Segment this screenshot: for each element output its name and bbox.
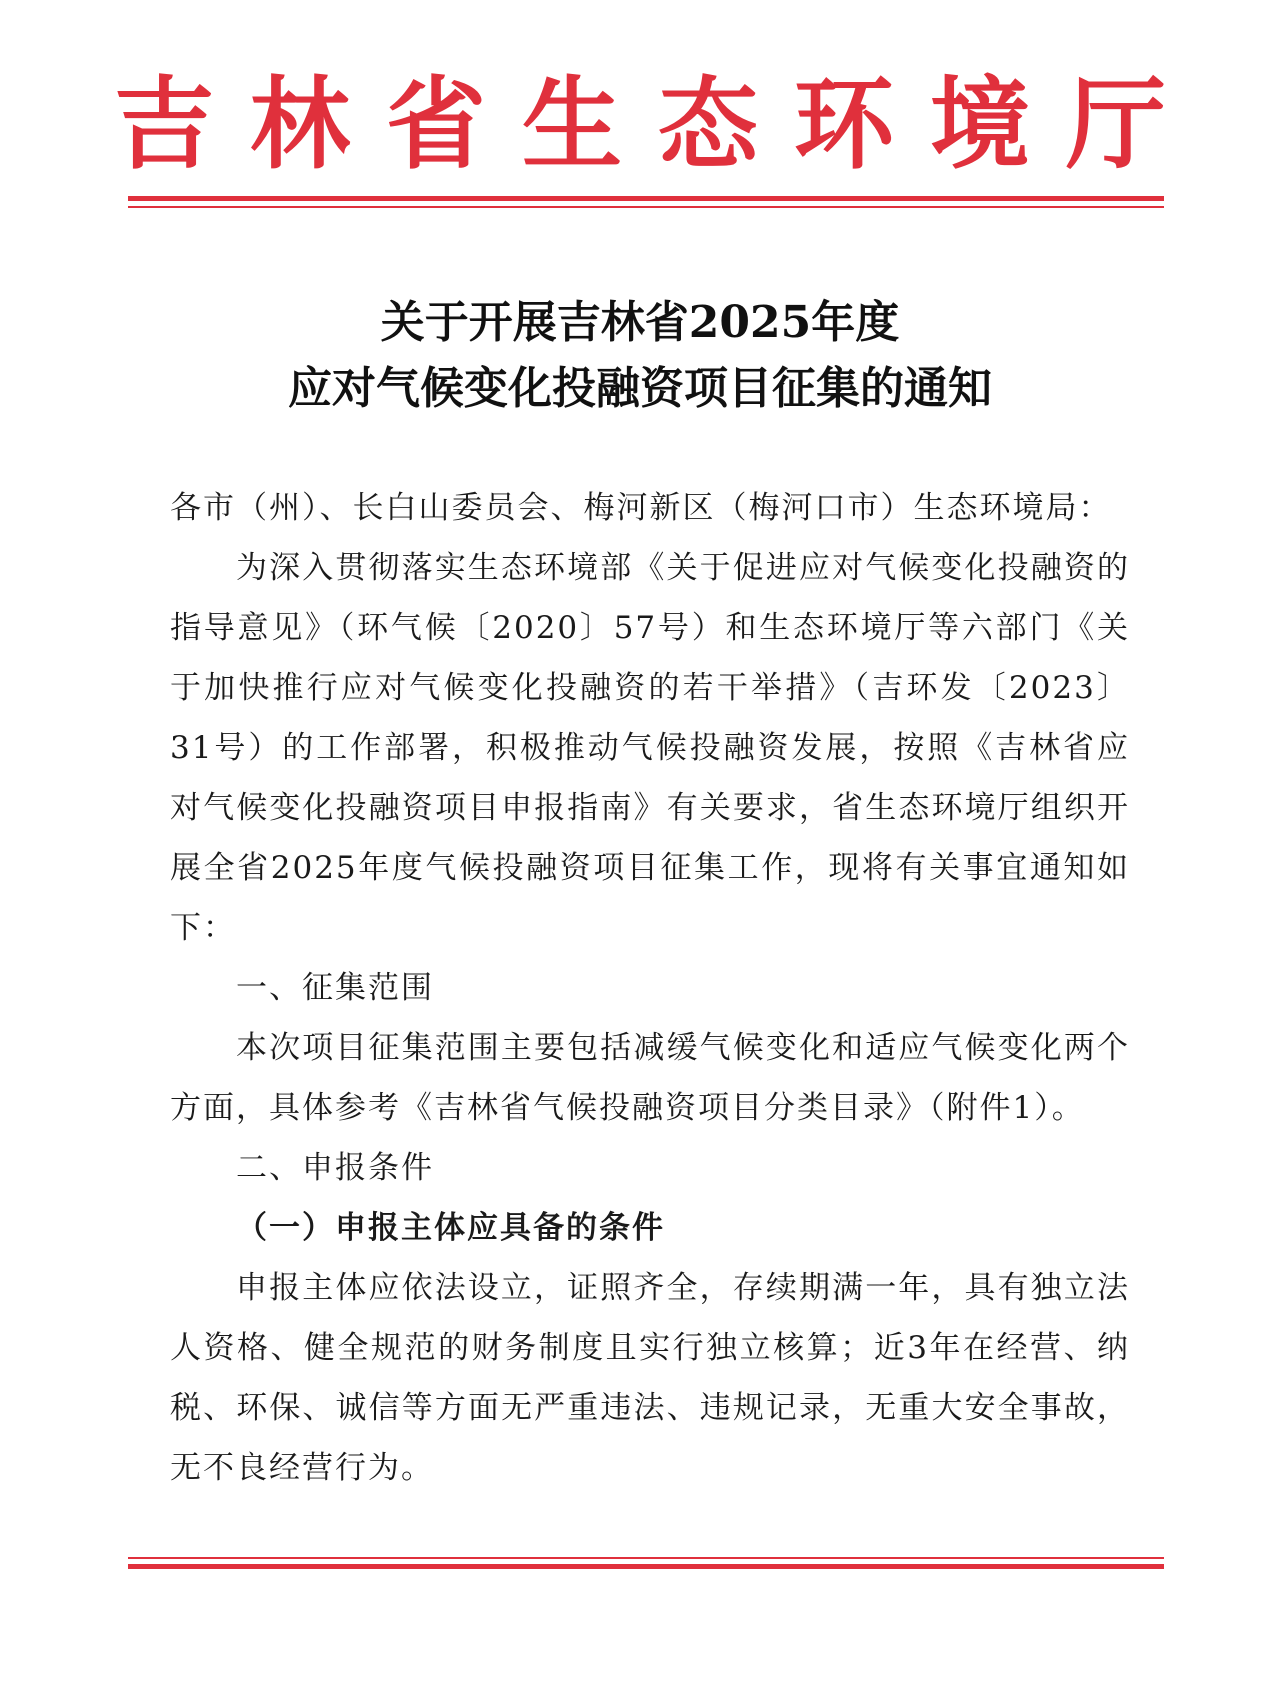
letterhead-rule-thick — [128, 196, 1164, 201]
intro-paragraph: 为深入贯彻落实生态环境部《关于促进应对气候变化投融资的指导意见》（环气候〔2020〕57号）和生态环境厅等六部门《关于加快推行应对气候变化投融资的若干举措》（吉环发〔2023〕31号）的工作部署，积极推动气候投融资发展，按照《吉林省应对气候变化投融资项目申报指南》有关要求，省生态环境厅组织开展全省2025年度气候投融资项目征集工作，现将有关事宜通知如下： — [170, 550, 1130, 946]
section1-heading: 一、征集范围 — [236, 970, 434, 1006]
footer-rule-thin — [128, 1557, 1164, 1559]
section2-sub1-heading: （一）申报主体应具备的条件 — [236, 1210, 665, 1246]
section2-sub1-text: 申报主体应依法设立，证照齐全，存续期满一年，具有独立法人资格、健全规范的财务制度且实行独立核算；近3年在经营、纳税、环保、诚信等方面无严重违法、违规记录，无重大安全事故，无不良经营行为。 — [170, 1270, 1130, 1486]
section1-text: 本次项目征集范围主要包括减缓气候变化和适应气候变化两个方面，具体参考《吉林省气候投融资项目分类目录》（附件1）。 — [170, 1030, 1130, 1126]
footer-rule-thick — [128, 1564, 1164, 1569]
salutation: 各市（州）、长白山委员会、梅河新区（梅河口市）生态环境局： — [170, 490, 1112, 526]
document-body — [170, 478, 1130, 1498]
document-title-line1: 关于开展吉林省2025年度 — [380, 297, 900, 348]
section2-heading: 二、申报条件 — [236, 1150, 434, 1186]
letterhead-org-name: 吉林省生态环境厅 — [114, 66, 1202, 183]
document-title-line2: 应对气候变化投融资项目征集的通知 — [288, 363, 992, 414]
letterhead-rule-thin — [128, 206, 1164, 208]
